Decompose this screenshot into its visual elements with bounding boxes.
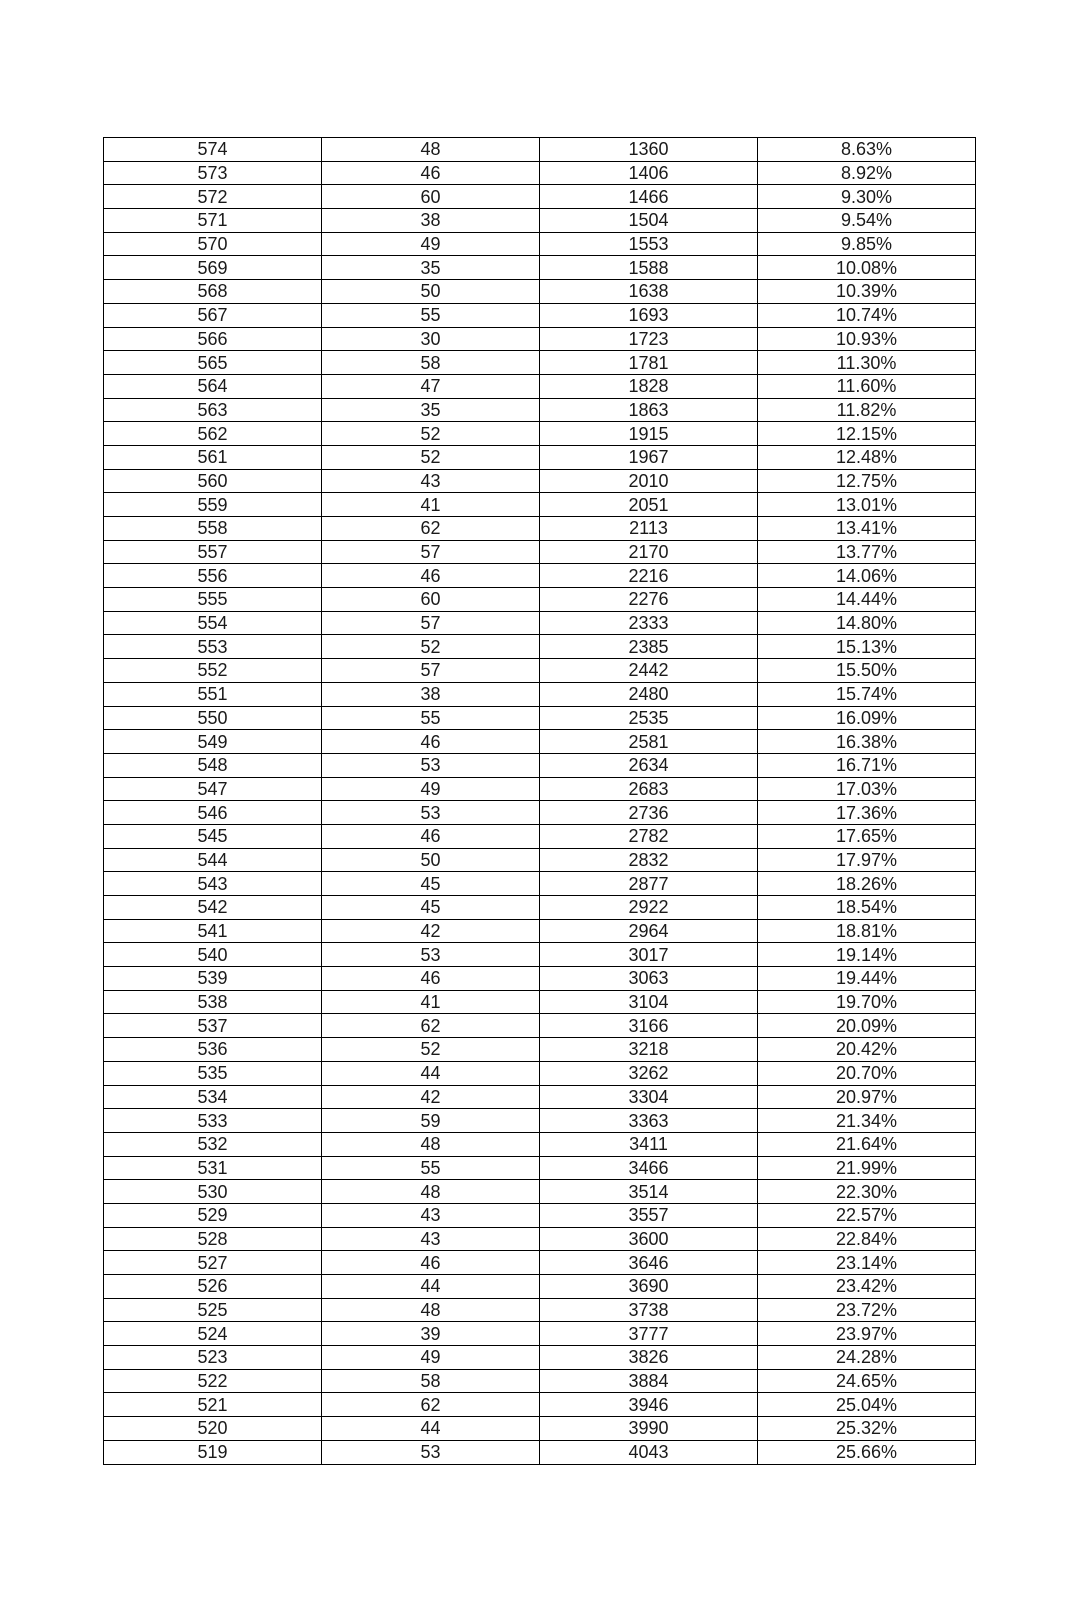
cumulative-count-cell: 2216 [540, 564, 758, 588]
cumulative-percent-cell: 19.70% [758, 990, 976, 1014]
table-row [104, 1322, 976, 1346]
cumulative-count-cell: 3690 [540, 1275, 758, 1299]
count-cell: 60 [322, 185, 540, 209]
count-cell: 44 [322, 1061, 540, 1085]
count-cell: 30 [322, 327, 540, 351]
count-cell: 48 [322, 138, 540, 162]
cumulative-percent-cell: 23.97% [758, 1322, 976, 1346]
count-cell: 48 [322, 1298, 540, 1322]
cumulative-percent-cell: 19.44% [758, 967, 976, 991]
cumulative-percent-cell: 21.34% [758, 1109, 976, 1133]
score-cell: 522 [104, 1369, 322, 1393]
count-cell: 44 [322, 1275, 540, 1299]
score-cell: 532 [104, 1132, 322, 1156]
table-row [104, 588, 976, 612]
cumulative-percent-cell: 10.08% [758, 256, 976, 280]
count-cell: 49 [322, 777, 540, 801]
score-cell: 526 [104, 1275, 322, 1299]
table-row [104, 1275, 976, 1299]
count-cell: 48 [322, 1132, 540, 1156]
cumulative-count-cell: 3738 [540, 1298, 758, 1322]
count-cell: 58 [322, 351, 540, 375]
score-cell: 541 [104, 919, 322, 943]
table-row [104, 398, 976, 422]
cumulative-percent-cell: 20.42% [758, 1038, 976, 1062]
table-row [104, 1085, 976, 1109]
count-cell: 53 [322, 753, 540, 777]
cumulative-count-cell: 2877 [540, 872, 758, 896]
cumulative-count-cell: 2581 [540, 730, 758, 754]
table-row [104, 1369, 976, 1393]
cumulative-count-cell: 1863 [540, 398, 758, 422]
count-cell: 52 [322, 445, 540, 469]
table-row [104, 801, 976, 825]
cumulative-percent-cell: 15.13% [758, 635, 976, 659]
cumulative-percent-cell: 17.97% [758, 848, 976, 872]
cumulative-count-cell: 3557 [540, 1203, 758, 1227]
cumulative-percent-cell: 9.54% [758, 209, 976, 233]
cumulative-percent-cell: 14.44% [758, 588, 976, 612]
table-row [104, 1038, 976, 1062]
count-cell: 50 [322, 280, 540, 304]
score-cell: 538 [104, 990, 322, 1014]
cumulative-percent-cell: 16.09% [758, 706, 976, 730]
cumulative-percent-cell: 17.65% [758, 824, 976, 848]
cumulative-count-cell: 2964 [540, 919, 758, 943]
cumulative-count-cell: 3262 [540, 1061, 758, 1085]
count-cell: 46 [322, 730, 540, 754]
table-row [104, 824, 976, 848]
score-cell: 550 [104, 706, 322, 730]
score-cell: 547 [104, 777, 322, 801]
cumulative-count-cell: 1504 [540, 209, 758, 233]
count-cell: 52 [322, 422, 540, 446]
cumulative-count-cell: 1553 [540, 232, 758, 256]
cumulative-percent-cell: 14.06% [758, 564, 976, 588]
cumulative-percent-cell: 9.85% [758, 232, 976, 256]
cumulative-count-cell: 4043 [540, 1440, 758, 1464]
cumulative-count-cell: 3411 [540, 1132, 758, 1156]
count-cell: 49 [322, 1346, 540, 1370]
count-cell: 53 [322, 1440, 540, 1464]
cumulative-percent-cell: 20.97% [758, 1085, 976, 1109]
cumulative-percent-cell: 16.71% [758, 753, 976, 777]
cumulative-percent-cell: 13.41% [758, 517, 976, 541]
count-cell: 62 [322, 1393, 540, 1417]
score-cell: 558 [104, 517, 322, 541]
cumulative-percent-cell: 23.72% [758, 1298, 976, 1322]
cumulative-percent-cell: 20.09% [758, 1014, 976, 1038]
table-row [104, 422, 976, 446]
cumulative-count-cell: 2634 [540, 753, 758, 777]
cumulative-count-cell: 3304 [540, 1085, 758, 1109]
table-row [104, 1298, 976, 1322]
count-cell: 62 [322, 1014, 540, 1038]
cumulative-percent-cell: 25.32% [758, 1417, 976, 1441]
cumulative-percent-cell: 10.74% [758, 303, 976, 327]
cumulative-percent-cell: 11.30% [758, 351, 976, 375]
table-row [104, 872, 976, 896]
score-cell: 567 [104, 303, 322, 327]
count-cell: 52 [322, 635, 540, 659]
cumulative-percent-cell: 12.48% [758, 445, 976, 469]
count-cell: 43 [322, 469, 540, 493]
cumulative-count-cell: 1638 [540, 280, 758, 304]
score-cell: 559 [104, 493, 322, 517]
score-cell: 555 [104, 588, 322, 612]
table-row [104, 1156, 976, 1180]
cumulative-count-cell: 2385 [540, 635, 758, 659]
score-cell: 543 [104, 872, 322, 896]
cumulative-percent-cell: 9.30% [758, 185, 976, 209]
cumulative-percent-cell: 14.80% [758, 611, 976, 635]
cumulative-count-cell: 3646 [540, 1251, 758, 1275]
table-row [104, 777, 976, 801]
table-row [104, 1227, 976, 1251]
score-cell: 571 [104, 209, 322, 233]
table-row [104, 232, 976, 256]
score-cell: 537 [104, 1014, 322, 1038]
score-cell: 520 [104, 1417, 322, 1441]
cumulative-percent-cell: 12.15% [758, 422, 976, 446]
cumulative-percent-cell: 17.36% [758, 801, 976, 825]
cumulative-count-cell: 3063 [540, 967, 758, 991]
table-row [104, 848, 976, 872]
table-row [104, 1109, 976, 1133]
cumulative-count-cell: 3990 [540, 1417, 758, 1441]
table-row [104, 161, 976, 185]
cumulative-count-cell: 3514 [540, 1180, 758, 1204]
score-cell: 524 [104, 1322, 322, 1346]
count-cell: 46 [322, 824, 540, 848]
table-row [104, 1417, 976, 1441]
table-row [104, 445, 976, 469]
score-cell: 566 [104, 327, 322, 351]
table-row [104, 493, 976, 517]
cumulative-count-cell: 1588 [540, 256, 758, 280]
table-row [104, 1014, 976, 1038]
cumulative-percent-cell: 25.04% [758, 1393, 976, 1417]
cumulative-percent-cell: 20.70% [758, 1061, 976, 1085]
count-cell: 55 [322, 1156, 540, 1180]
count-cell: 53 [322, 943, 540, 967]
cumulative-count-cell: 3363 [540, 1109, 758, 1133]
cumulative-count-cell: 2922 [540, 896, 758, 920]
score-cell: 557 [104, 540, 322, 564]
score-cell: 525 [104, 1298, 322, 1322]
cumulative-count-cell: 2832 [540, 848, 758, 872]
cumulative-percent-cell: 17.03% [758, 777, 976, 801]
score-distribution-table [103, 137, 976, 1465]
score-cell: 553 [104, 635, 322, 659]
cumulative-count-cell: 2010 [540, 469, 758, 493]
score-cell: 540 [104, 943, 322, 967]
table-row [104, 327, 976, 351]
table-row [104, 1061, 976, 1085]
count-cell: 45 [322, 872, 540, 896]
count-cell: 55 [322, 706, 540, 730]
table-row [104, 517, 976, 541]
cumulative-percent-cell: 21.99% [758, 1156, 976, 1180]
cumulative-percent-cell: 22.84% [758, 1227, 976, 1251]
table-row [104, 1203, 976, 1227]
cumulative-percent-cell: 13.01% [758, 493, 976, 517]
table-row [104, 706, 976, 730]
table-row [104, 967, 976, 991]
cumulative-percent-cell: 15.50% [758, 659, 976, 683]
cumulative-percent-cell: 18.81% [758, 919, 976, 943]
cumulative-count-cell: 1406 [540, 161, 758, 185]
count-cell: 57 [322, 540, 540, 564]
cumulative-count-cell: 2170 [540, 540, 758, 564]
count-cell: 57 [322, 611, 540, 635]
score-cell: 548 [104, 753, 322, 777]
score-cell: 536 [104, 1038, 322, 1062]
table-row [104, 753, 976, 777]
table-row [104, 682, 976, 706]
count-cell: 57 [322, 659, 540, 683]
cumulative-count-cell: 2480 [540, 682, 758, 706]
score-cell: 523 [104, 1346, 322, 1370]
count-cell: 42 [322, 1085, 540, 1109]
cumulative-percent-cell: 16.38% [758, 730, 976, 754]
cumulative-percent-cell: 25.66% [758, 1440, 976, 1464]
table-row [104, 1132, 976, 1156]
cumulative-count-cell: 2333 [540, 611, 758, 635]
score-cell: 533 [104, 1109, 322, 1133]
cumulative-count-cell: 3826 [540, 1346, 758, 1370]
count-cell: 49 [322, 232, 540, 256]
table-row [104, 943, 976, 967]
score-cell: 551 [104, 682, 322, 706]
cumulative-percent-cell: 12.75% [758, 469, 976, 493]
cumulative-percent-cell: 22.30% [758, 1180, 976, 1204]
cumulative-count-cell: 3218 [540, 1038, 758, 1062]
score-cell: 539 [104, 967, 322, 991]
table-row [104, 730, 976, 754]
cumulative-count-cell: 3466 [540, 1156, 758, 1180]
cumulative-percent-cell: 15.74% [758, 682, 976, 706]
count-cell: 52 [322, 1038, 540, 1062]
score-cell: 530 [104, 1180, 322, 1204]
count-cell: 59 [322, 1109, 540, 1133]
table-row [104, 919, 976, 943]
score-cell: 572 [104, 185, 322, 209]
cumulative-count-cell: 1967 [540, 445, 758, 469]
count-cell: 46 [322, 161, 540, 185]
score-cell: 527 [104, 1251, 322, 1275]
table-row [104, 256, 976, 280]
count-cell: 50 [322, 848, 540, 872]
cumulative-count-cell: 2535 [540, 706, 758, 730]
count-cell: 41 [322, 493, 540, 517]
cumulative-count-cell: 3600 [540, 1227, 758, 1251]
score-cell: 560 [104, 469, 322, 493]
score-cell: 542 [104, 896, 322, 920]
cumulative-count-cell: 3104 [540, 990, 758, 1014]
cumulative-count-cell: 3166 [540, 1014, 758, 1038]
cumulative-count-cell: 2683 [540, 777, 758, 801]
cumulative-count-cell: 2782 [540, 824, 758, 848]
table-row [104, 611, 976, 635]
cumulative-count-cell: 1781 [540, 351, 758, 375]
table-row [104, 351, 976, 375]
score-cell: 545 [104, 824, 322, 848]
count-cell: 55 [322, 303, 540, 327]
score-cell: 562 [104, 422, 322, 446]
table-row [104, 896, 976, 920]
count-cell: 58 [322, 1369, 540, 1393]
table-body [104, 138, 976, 1465]
count-cell: 43 [322, 1227, 540, 1251]
cumulative-count-cell: 1915 [540, 422, 758, 446]
count-cell: 46 [322, 967, 540, 991]
table-row [104, 1180, 976, 1204]
count-cell: 39 [322, 1322, 540, 1346]
table-row [104, 659, 976, 683]
cumulative-count-cell: 3884 [540, 1369, 758, 1393]
score-cell: 574 [104, 138, 322, 162]
table-row [104, 185, 976, 209]
count-cell: 53 [322, 801, 540, 825]
count-cell: 46 [322, 1251, 540, 1275]
cumulative-count-cell: 3017 [540, 943, 758, 967]
score-cell: 570 [104, 232, 322, 256]
table-row [104, 469, 976, 493]
count-cell: 35 [322, 256, 540, 280]
cumulative-percent-cell: 22.57% [758, 1203, 976, 1227]
cumulative-percent-cell: 10.39% [758, 280, 976, 304]
count-cell: 41 [322, 990, 540, 1014]
cumulative-count-cell: 2113 [540, 517, 758, 541]
cumulative-percent-cell: 13.77% [758, 540, 976, 564]
cumulative-count-cell: 1693 [540, 303, 758, 327]
count-cell: 42 [322, 919, 540, 943]
count-cell: 35 [322, 398, 540, 422]
cumulative-count-cell: 2276 [540, 588, 758, 612]
cumulative-percent-cell: 18.26% [758, 872, 976, 896]
cumulative-percent-cell: 21.64% [758, 1132, 976, 1156]
score-cell: 556 [104, 564, 322, 588]
score-cell: 546 [104, 801, 322, 825]
count-cell: 46 [322, 564, 540, 588]
cumulative-percent-cell: 11.82% [758, 398, 976, 422]
cumulative-count-cell: 1360 [540, 138, 758, 162]
score-cell: 521 [104, 1393, 322, 1417]
score-cell: 563 [104, 398, 322, 422]
score-cell: 544 [104, 848, 322, 872]
table-row [104, 635, 976, 659]
score-cell: 528 [104, 1227, 322, 1251]
score-cell: 552 [104, 659, 322, 683]
score-cell: 568 [104, 280, 322, 304]
cumulative-percent-cell: 24.28% [758, 1346, 976, 1370]
cumulative-percent-cell: 18.54% [758, 896, 976, 920]
table-row [104, 1346, 976, 1370]
cumulative-count-cell: 1466 [540, 185, 758, 209]
table-row [104, 990, 976, 1014]
table-row [104, 303, 976, 327]
score-cell: 531 [104, 1156, 322, 1180]
count-cell: 43 [322, 1203, 540, 1227]
table-row [104, 1251, 976, 1275]
score-cell: 549 [104, 730, 322, 754]
cumulative-percent-cell: 24.65% [758, 1369, 976, 1393]
cumulative-percent-cell: 23.14% [758, 1251, 976, 1275]
score-cell: 565 [104, 351, 322, 375]
table-row [104, 280, 976, 304]
table-row [104, 374, 976, 398]
cumulative-count-cell: 1723 [540, 327, 758, 351]
score-cell: 564 [104, 374, 322, 398]
cumulative-count-cell: 3777 [540, 1322, 758, 1346]
cumulative-percent-cell: 19.14% [758, 943, 976, 967]
table-row [104, 1393, 976, 1417]
score-cell: 554 [104, 611, 322, 635]
cumulative-count-cell: 2051 [540, 493, 758, 517]
table-row [104, 209, 976, 233]
cumulative-percent-cell: 11.60% [758, 374, 976, 398]
score-cell: 569 [104, 256, 322, 280]
cumulative-count-cell: 2736 [540, 801, 758, 825]
count-cell: 38 [322, 209, 540, 233]
count-cell: 62 [322, 517, 540, 541]
count-cell: 60 [322, 588, 540, 612]
count-cell: 48 [322, 1180, 540, 1204]
cumulative-count-cell: 1828 [540, 374, 758, 398]
score-cell: 573 [104, 161, 322, 185]
table-row [104, 564, 976, 588]
cumulative-percent-cell: 8.63% [758, 138, 976, 162]
cumulative-count-cell: 3946 [540, 1393, 758, 1417]
count-cell: 38 [322, 682, 540, 706]
score-cell: 519 [104, 1440, 322, 1464]
score-cell: 529 [104, 1203, 322, 1227]
count-cell: 45 [322, 896, 540, 920]
cumulative-percent-cell: 23.42% [758, 1275, 976, 1299]
table-row [104, 138, 976, 162]
cumulative-percent-cell: 10.93% [758, 327, 976, 351]
score-cell: 561 [104, 445, 322, 469]
cumulative-count-cell: 2442 [540, 659, 758, 683]
count-cell: 44 [322, 1417, 540, 1441]
score-cell: 534 [104, 1085, 322, 1109]
count-cell: 47 [322, 374, 540, 398]
cumulative-percent-cell: 8.92% [758, 161, 976, 185]
table-row [104, 540, 976, 564]
table-row [104, 1440, 976, 1464]
score-cell: 535 [104, 1061, 322, 1085]
